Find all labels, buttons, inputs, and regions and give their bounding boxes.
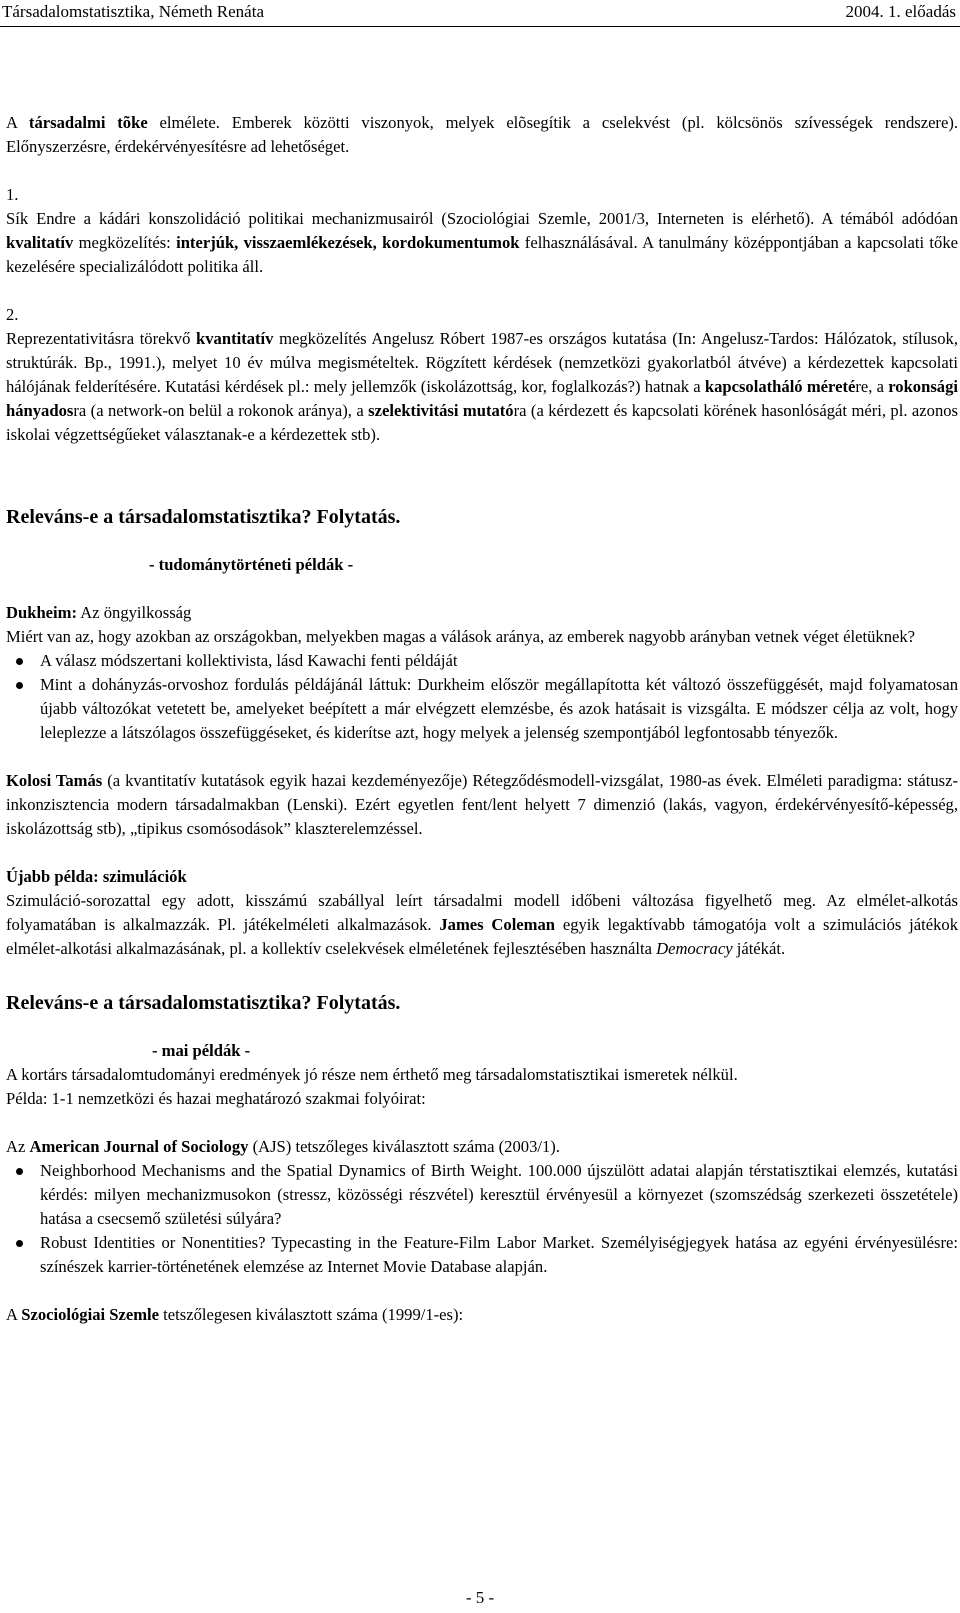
section-heading-current: Releváns-e a társadalomstatisztika? Folytatás.	[6, 992, 401, 1014]
list-item: Mint a dohányzás-orvoshoz fordulás példájánál láttuk: Durkheim először megállapította két változó összefüggését, majd folyamatosan újabb változókat vetetett be, amelyeket beépített a már elvégzett elemzésbe, és azok hatásait is vizsgálta. E módszer célja az volt, hogy leleplezze a látszólagos összefüggéseket, és kiderítse azt, hogy melyek a jelenség szempontjából legfontosabb tényezők.	[40, 673, 958, 745]
list-item: Neighborhood Mechanisms and the Spatial Dynamics of Birth Weight. 100.000 újszülött adatai alapján térstatisztikai elemzés, kutatási kérdés: milyen mechanizmusokon (stressz, közösségi részvétel) keresztül érvényesül a környezet (szomszédság szerkezeti összetétele) hatása a csecsemő születési súlyára?	[40, 1159, 958, 1231]
term-social-capital: társadalmi tõke	[28, 113, 148, 132]
subheading-history-examples: - tudománytörténeti példák -	[149, 555, 354, 574]
paragraph-social-capital: A társadalmi tõke elmélete. Emberek közötti viszonyok, melyek elõsegítik a cselekvést (pl. kölcsönös szívességek rendszere). Előnyszerzésre, érdekérvényesítésre ad lehetőséget.	[6, 113, 959, 156]
paragraph-sik-endre: Sík Endre a kádári konszolidáció politikai mechanizmusairól (Szociológiai Szemle, 2001/3, Interneten is elérhető). A témából adódóan kvalitatív megközelítés: interjúk, visszaemlékezések, kordokumentumok felhasználásával. A tanulmány középpontjában a kapcsolati tőke kezelésére specializálódott politika áll.	[6, 209, 958, 276]
paragraph-ajs: Az American Journal of Sociology (AJS) tetszőleges kiválasztott száma (2003/1).	[6, 1137, 560, 1156]
item-number-1: 1.	[6, 185, 19, 204]
page-number: - 5 -	[465, 1588, 495, 1607]
paragraph-szociologiai-szemle: A Szociológiai Szemle tetszőlegesen kiválasztott száma (1999/1-es):	[6, 1305, 464, 1324]
paragraph-angelusz: Reprezentativitásra törekvő kvantitatív megközelítés Angelusz Róbert 1987-es országos kutatása (In: Angelusz-Tardos: Hálózatok, stílusok, struktúrák. Bp., 1991.), melyet 10 év múlva megismételtek. Rögzített kérdések (nemzetközi gyakorlatból átvéve) a kérdezettek kapcsolati hálójának felderítésére. Kutatási kérdések pl.: mely jellemzők (iskolázottság, kor, foglalkozás?) hatnak a kapcsolatháló méretére, a rokonsági hányadosra (a network-on belül a rokonok aránya), a szelektivitási mutatóra (a kérdezett és kapcsolati körének hasonlóságát méri, pl. azonos iskolai végzettségűeket választanak-e a kérdezettek stb).	[6, 329, 959, 444]
document-body	[6, 111, 958, 1327]
section-heading-history: Releváns-e a társadalomstatisztika? Folytatás.	[6, 506, 401, 528]
durkheim-question: Miért van az, hogy azokban az országokban, melyekben magas a válások aránya, az emberek nagyobb arányban vetnek véget életüknek?	[6, 627, 916, 646]
paragraph-simulation: Szimuláció-sorozattal egy adott, kisszámú szabállyal leírt társadalmi modell időbeni változása figyelhető meg. Az elmélet-alkotás folyamatában is alkalmazzák. Pl. játékelméleti alkalmazások. James Coleman egyik legaktívabb támogatója volt a szimulációs játékok elmélet-alkotási alkalmazásának, pl. a kollektív cselekvések elméletének fejlesztésében használta Democracy játékát.	[6, 891, 959, 958]
subheading-current-examples: - mai példák -	[152, 1041, 251, 1060]
list-item: Robust Identities or Nonentities? Typecasting in the Feature-Film Labor Market. Személyiségjegyek hatása az egyéni érvényesülésre: színészek karrier-történetének elemzése az Internet Movie Database alapján.	[40, 1231, 958, 1279]
ajs-bullet-list	[6, 1159, 958, 1279]
item-number-2: 2.	[6, 305, 19, 324]
simulation-label: Újabb példa: szimulációk	[6, 867, 187, 886]
header-course-title: Társadalomstatisztika, Németh Renáta	[2, 2, 264, 21]
page-header	[0, 0, 960, 27]
current-intro-line-1: A kortárs társadalomtudományi eredmények jó része nem érthető meg társadalomstatisztikai ismeretek nélkül.	[6, 1065, 738, 1084]
durkheim-title: Dukheim: Az öngyilkosság	[6, 603, 192, 622]
current-intro-line-2: Példa: 1-1 nemzetközi és hazai meghatározó szakmai folyóirat:	[6, 1089, 426, 1108]
list-item: A válasz módszertani kollektivista, lásd Kawachi fenti példáját	[40, 649, 958, 673]
durkheim-bullet-list	[6, 649, 958, 745]
paragraph-kolosi: Kolosi Tamás (a kvantitatív kutatások egyik hazai kezdeményezője) Rétegződésmodell-vizsgálat, 1980-as évek. Elméleti paradigma: státusz-inkonzisztencia modern társadalmakban (Lenski). Ezért egyetlen fent/lent helyett 7 dimenzió (lakás, vagyon, érdekérvényesítő-képesség, iskolázottság stb), „tipikus csomósodások” klaszterelemzéssel.	[6, 771, 958, 838]
header-lecture-number: 2004. 1. előadás	[845, 2, 956, 21]
